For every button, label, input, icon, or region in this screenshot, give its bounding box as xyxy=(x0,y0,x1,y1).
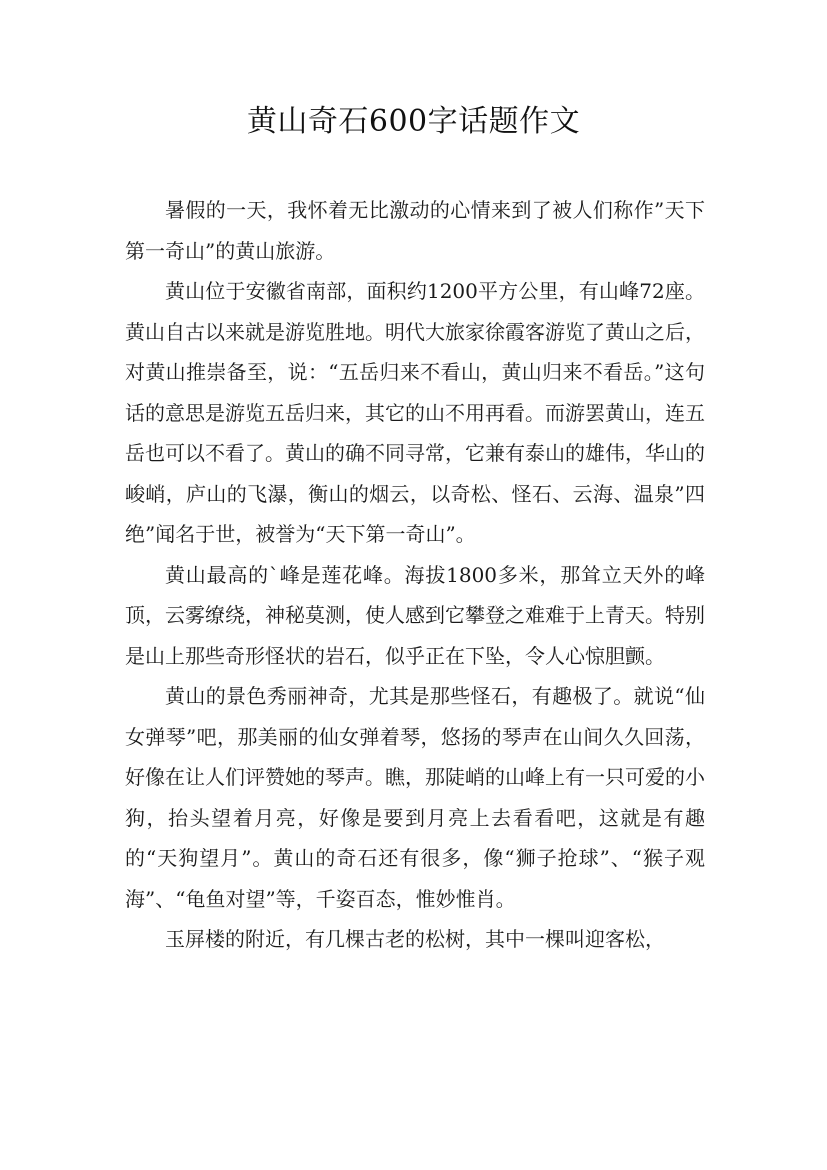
document-title: 黄山奇石600字话题作文 xyxy=(246,104,581,139)
paragraph: 黄山的景色秀丽神奇，尤其是那些怪石，有趣极了。就说“仙女弹琴”吧，那美丽的仙女弹着琴，悠扬的琴声在山间久久回荡，好像在让人们评赞她的琴声。瞧，那陡峭的山峰上有一只可爱的小狗，抬头望着月亮，好像是要到月亮上去看看吧，这就是有趣的“天狗望月”。黄山的奇石还有很多，像“狮子抢球”、“猴子观海”、“龟鱼对望”等，千姿百态，惟妙惟肖。 xyxy=(125,684,705,911)
document-body xyxy=(125,190,705,960)
paragraph: 黄山最高的`峰是莲花峰。海拔1800多米，那耸立天外的峰顶，云雾缭绕，神秘莫测，使人感到它攀登之难难于上青天。特别是山上那些奇形怪状的岩石，似乎正在下坠，令人心惊胆颤。 xyxy=(125,562,705,668)
paragraph: 玉屏楼的附近，有几棵古老的松树，其中一棵叫迎客松， xyxy=(165,927,665,951)
paragraph: 黄山位于安徽省南部，面积约1200平方公里，有山峰72座。黄山自古以来就是游览胜地。明代大旅家徐霞客游览了黄山之后，对黄山推崇备至，说：“五岳归来不看山，黄山归来不看岳。”这句话的意思是游览五岳归来，其它的山不用再看。而游罢黄山，连五岳也可以不看了。黄山的确不同寻常，它兼有泰山的雄伟，华山的峻峭，庐山的飞瀑，衡山的烟云，以奇松、怪石、云海、温泉”四绝”闻名于世，被誉为“天下第一奇山”。 xyxy=(125,279,705,546)
paragraph: 暑假的一天，我怀着无比激动的心情来到了被人们称作”天下第一奇山”的黄山旅游。 xyxy=(125,198,705,263)
